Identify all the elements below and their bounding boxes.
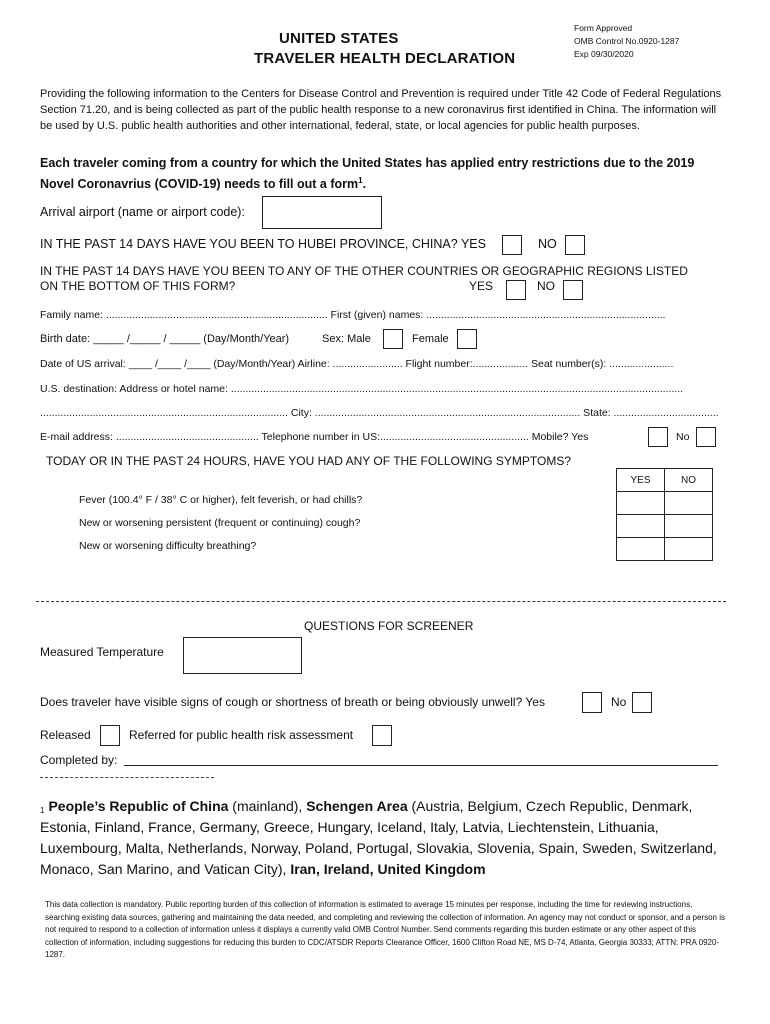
burden-statement: This data collection is mandatory. Public reporting burden of this collection of information is estimated to average 15 minutes per response, including the time for reviewing instructions, searching existing data sources, gathering and maintaining the data needed, and completing and reviewing the collection of information. An agency may not conduct or sponsor, and a person is not required to respond to a collection of information unless it displays a currently valid OMB Control Number. Send comments regarding this burden estimate or any other aspect of this collection of information, including suggestions for reducing this burden to CDC/ATSDR Reports Clearance Officer, 1600 Clifton Road NE, MS D-74, Atlanta, Georgia 30333; ATTN: PRA 0920-1287. — [45, 900, 725, 960]
city-state-field[interactable]: ..................................................................................... City: ........................................................................................... State: .................................... — [40, 407, 719, 419]
symptoms-table — [616, 468, 713, 561]
hubei-yes-checkbox[interactable] — [502, 235, 522, 255]
cough-no-cell[interactable] — [665, 515, 713, 538]
hubei-no-checkbox[interactable] — [565, 235, 585, 255]
other-regions-no-label: NO — [537, 279, 555, 293]
sex-male-checkbox[interactable] — [383, 329, 403, 349]
visible-signs-question: Does traveler have visible signs of cough or shortness of breath or being obviously unwell? Yes — [40, 695, 545, 709]
fever-yes-cell[interactable] — [617, 492, 665, 515]
birth-date-field[interactable]: Birth date: _____ /_____ / _____ (Day/Month/Year) — [40, 333, 290, 345]
table-row — [617, 538, 713, 561]
hubei-no-label: NO — [538, 237, 557, 251]
measured-temperature-input[interactable] — [183, 637, 302, 674]
col-no-header: NO — [665, 469, 713, 492]
mobile-no-checkbox[interactable] — [696, 427, 716, 447]
table-row — [617, 515, 713, 538]
cough-yes-cell[interactable] — [617, 515, 665, 538]
visible-signs-no-label: No — [611, 695, 627, 709]
completed-by-line[interactable] — [124, 765, 718, 766]
arrival-flight-fields[interactable]: Date of US arrival: ____ /____ /____ (Day/Month/Year) Airline: ........................ Flight number:................... Seat number(s): ...................... — [40, 358, 674, 370]
name-fields[interactable]: Family name: ............................................................................ First (given) names: .................................................................................. — [40, 309, 666, 321]
omb-control-number: OMB Control No.0920-1287 — [574, 36, 680, 46]
hubei-question: IN THE PAST 14 DAYS HAVE YOU BEEN TO HUBEI PROVINCE, CHINA? YES — [40, 237, 486, 251]
expiration-date: Exp 09/30/2020 — [574, 49, 634, 59]
table-header-row — [617, 469, 713, 492]
footnote-regions: $^1$ People’s Republic of China (mainland), Schengen Area (Austria, Belgium, Czech Republic, Denmark, Estonia, Finland, France, Germany, Greece, Hungary, Iceland, Italy, Latvia, Liechtenstein, Lithuania, Luxembourg, Malta, Netherlands, Norway, Poland, Portugal, Slovakia, Slovenia, Spain, Sweden, Switzerland, Monaco, San Marino, and Vatican City), Iran, Ireland, United Kingdom — [40, 798, 717, 877]
sex-female-label: Female — [412, 333, 449, 345]
released-checkbox[interactable] — [100, 725, 120, 746]
released-label: Released — [40, 728, 91, 742]
other-regions-question-line2: ON THE BOTTOM OF THIS FORM? — [40, 279, 236, 293]
visible-signs-yes-checkbox[interactable] — [582, 692, 602, 713]
other-regions-yes-checkbox[interactable] — [506, 280, 526, 300]
symptom-breathing: New or worsening difficulty breathing? — [79, 540, 257, 552]
table-row — [617, 492, 713, 515]
us-destination-field[interactable]: U.S. destination: Address or hotel name: ........................................................................................................................................................... — [40, 383, 684, 395]
col-yes-header: YES — [617, 469, 665, 492]
intro-bold-notice: Each traveler coming from a country for which the United States has applied entry restrictions due to the 2019 Novel Coronavrius (COVID-19) needs to fill out a form$^1$. — [40, 156, 695, 192]
referred-label: Referred for public health risk assessment — [129, 728, 354, 742]
other-regions-no-checkbox[interactable] — [563, 280, 583, 300]
symptom-cough: New or worsening persistent (frequent or continuing) cough? — [79, 517, 361, 529]
intro-paragraph: Providing the following information to the Centers for Disease Control and Prevention is required under Title 42 Code of Federal Regulations Section 71.20, and is being collected as part of the public health response to a new coronavirus first identified in China. The information will be used by U.S. public health authorities and other international, federal, state, or local agencies for public health purposes. — [40, 88, 722, 132]
other-regions-question-line1: IN THE PAST 14 DAYS HAVE YOU BEEN TO ANY OF THE OTHER COUNTRIES OR GEOGRAPHIC REGIONS LISTED — [40, 264, 688, 278]
breathing-yes-cell[interactable] — [617, 538, 665, 561]
screener-title: QUESTIONS FOR SCREENER — [304, 619, 474, 633]
sex-male-label: Sex: Male — [322, 333, 371, 345]
sex-female-checkbox[interactable] — [457, 329, 477, 349]
email-phone-field[interactable]: E-mail address: ................................................. Telephone number in US:................................................... Mobile? Yes — [40, 431, 589, 443]
fever-no-cell[interactable] — [665, 492, 713, 515]
form-approved: Form Approved — [574, 23, 633, 33]
footnote-ref: 1 — [358, 176, 363, 185]
arrival-airport-input[interactable] — [262, 196, 382, 229]
symptom-fever: Fever (100.4° F / 38° C or higher), felt feverish, or had chills? — [79, 494, 363, 506]
referred-checkbox[interactable] — [372, 725, 392, 746]
visible-signs-no-checkbox[interactable] — [632, 692, 652, 713]
form-title-line1: UNITED STATES — [279, 30, 399, 47]
mobile-no-label: No — [676, 431, 690, 443]
section-separator — [36, 601, 726, 602]
arrival-airport-label: Arrival airport (name or airport code): — [40, 205, 245, 219]
completed-by-label: Completed by: — [40, 753, 118, 767]
other-regions-yes-label: YES — [469, 279, 494, 293]
breathing-no-cell[interactable] — [665, 538, 713, 561]
mobile-yes-checkbox[interactable] — [648, 427, 668, 447]
form-title-line2: TRAVELER HEALTH DECLARATION — [254, 50, 516, 67]
measured-temperature-label: Measured Temperature — [40, 645, 164, 659]
footnote-separator — [40, 777, 214, 778]
symptoms-question: TODAY OR IN THE PAST 24 HOURS, HAVE YOU HAD ANY OF THE FOLLOWING SYMPTOMS? — [46, 454, 572, 468]
